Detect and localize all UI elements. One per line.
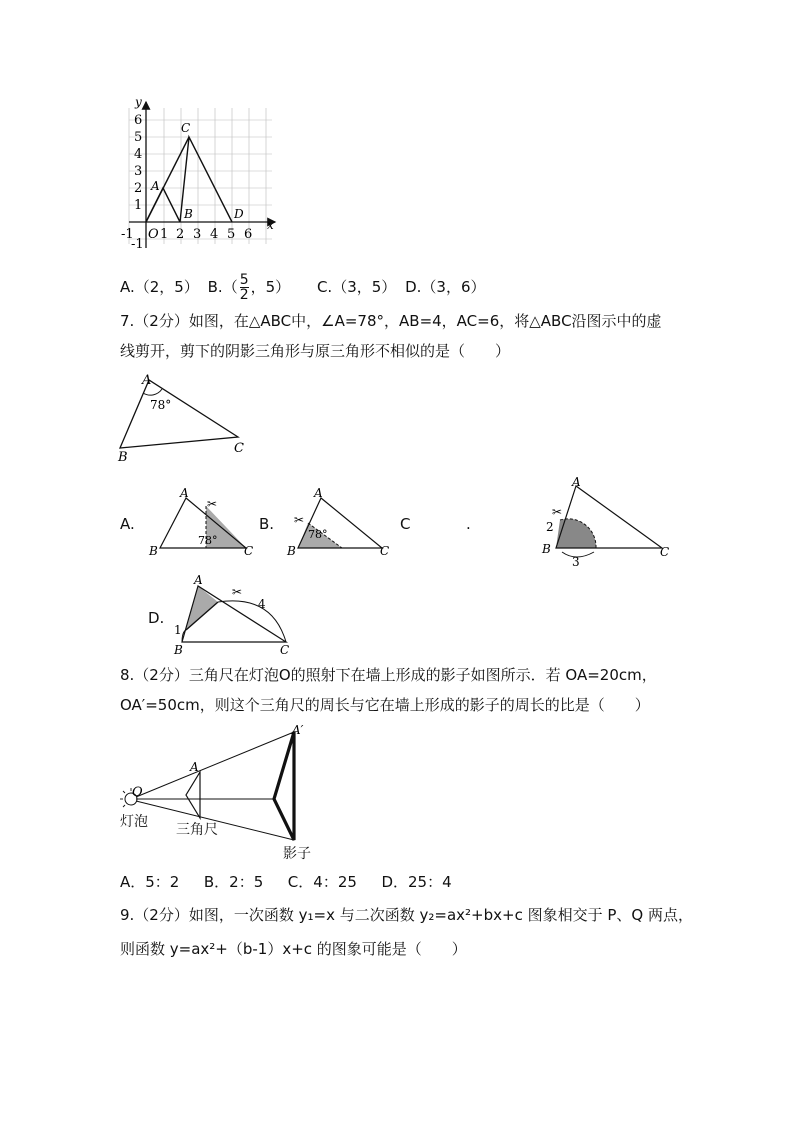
- q9-stem-line2: 则函数 y=ax²+（b-1）x+c 的图象可能是（ ）: [120, 940, 467, 958]
- q7-option-d-figure[interactable]: [172, 572, 296, 656]
- option-b-suffix: ，5）: [250, 278, 291, 296]
- q7-option-c-dot: .: [466, 515, 471, 533]
- angle-label: 78°: [308, 528, 328, 541]
- angle-a-value: 78°: [150, 398, 172, 412]
- point-a-label: A: [190, 760, 199, 774]
- bulb-label: 灯泡: [120, 814, 148, 830]
- q6-options: [120, 273, 485, 302]
- q8-stem-line1: 8.（2分）三角尺在灯泡O的照射下在墙上形成的影子如图所示．若 OA=20cm，: [120, 666, 657, 684]
- angle-a-arc: [143, 389, 162, 395]
- option-b-prefix: B.（: [207, 278, 238, 296]
- vertex-a-label: A: [194, 573, 203, 587]
- angle-label: 78°: [198, 534, 218, 547]
- vertex-b-label: B: [287, 544, 296, 558]
- triangle-shadow: [274, 732, 294, 840]
- shaded-triangle: [186, 586, 218, 630]
- q7-option-d-label[interactable]: D.: [148, 609, 165, 627]
- side-label-3: 3: [572, 555, 580, 568]
- y-tick: 3: [134, 164, 143, 179]
- point-o-label: O: [132, 785, 143, 800]
- scissors-icon: ✂: [207, 497, 218, 511]
- x-tick: 6: [244, 227, 253, 242]
- option-b[interactable]: [207, 272, 291, 303]
- option-d[interactable]: D.（3，6）: [405, 278, 486, 296]
- ruler-label: 三角尺: [176, 822, 218, 838]
- vertex-a-label: A: [142, 373, 152, 388]
- vertex-b-label: B: [118, 450, 128, 464]
- option-a[interactable]: A.（2，5）: [120, 278, 199, 296]
- x-tick: 4: [210, 227, 219, 242]
- point-b-label: B: [184, 207, 193, 221]
- y-tick: 2: [134, 181, 143, 196]
- scissors-icon: ✂: [232, 585, 243, 599]
- point-a-label: A: [151, 179, 160, 193]
- point-c-label: C: [181, 121, 191, 135]
- x-tick: -1: [121, 227, 134, 242]
- option-c[interactable]: C.（3，5）: [316, 278, 397, 296]
- q7-main-triangle-figure: [112, 372, 257, 464]
- q7-stem-line1: 7.（2分）如图，在△ABC中，∠A=78°，AB=4，AC=6，将△ABC沿图示中的虚: [120, 312, 662, 330]
- y-tick: 6: [134, 113, 143, 128]
- q7-option-b-label[interactable]: B.: [259, 515, 275, 533]
- side-label-4: 4: [258, 597, 266, 611]
- scissors-icon: ✂: [294, 513, 305, 527]
- vertex-c-label: C: [244, 544, 254, 558]
- q7-option-a-label[interactable]: A.: [120, 515, 135, 533]
- q7-option-c-figure[interactable]: [538, 476, 676, 568]
- vertex-c-label: C: [380, 544, 390, 558]
- y-tick: 4: [134, 147, 143, 162]
- x-tick: 5: [227, 227, 236, 242]
- vertex-b-label: B: [149, 544, 158, 558]
- fraction-five-halves: [240, 273, 249, 302]
- shadow-label: 影子: [283, 846, 311, 862]
- triangle-abc: [120, 380, 238, 448]
- q7-option-a-figure[interactable]: [146, 486, 262, 558]
- q6-coordinate-graph: [112, 96, 284, 258]
- vertex-c-label: C: [280, 643, 290, 656]
- fraction-denominator: 2: [239, 287, 249, 303]
- q8-options[interactable]: A．5：2 B．2：5 C．4：25 D．25：4: [120, 873, 452, 891]
- shaded-sector: [556, 519, 596, 548]
- q8-stem-line2: OA′=50cm，则这个三角尺的周长与它在墙上形成的影子的周长的比是（ ）: [120, 696, 650, 714]
- vertex-b-label: B: [542, 542, 551, 556]
- vertex-b-label: B: [174, 643, 183, 656]
- x-tick: 1: [160, 227, 169, 242]
- side-label-1: 1: [174, 623, 182, 637]
- vertex-a-label: A: [572, 476, 581, 489]
- y-tick: 1: [134, 198, 143, 213]
- x-tick: 2: [176, 227, 185, 242]
- point-a-prime-label: A′: [292, 723, 304, 737]
- triangle-ruler: [186, 772, 200, 818]
- y-axis-label: y: [135, 96, 142, 109]
- point-d-label: D: [234, 207, 244, 221]
- y-tick: -1: [131, 237, 144, 252]
- side-label-2: 2: [546, 520, 554, 534]
- q7-stem-line2: 线剪开，剪下的阴影三角形与原三角形不相似的是（ ）: [120, 342, 511, 360]
- y-tick: 5: [134, 130, 143, 145]
- x-tick-origin: O: [148, 227, 159, 242]
- q7-option-c-label[interactable]: C: [400, 515, 411, 533]
- vertex-c-label: C: [660, 545, 670, 559]
- q7-option-b-figure[interactable]: [284, 486, 396, 558]
- scissors-icon: ✂: [552, 505, 563, 519]
- vertex-a-label: A: [314, 486, 323, 500]
- x-tick: 3: [193, 227, 202, 242]
- fraction-numerator: 5: [239, 272, 249, 288]
- vertex-c-label: C: [234, 441, 244, 456]
- vertex-a-label: A: [180, 486, 189, 500]
- x-axis-label: x: [267, 218, 274, 232]
- grid: [129, 108, 272, 244]
- q9-stem-line1: 9.（2分）如图，一次函数 y₁=x 与二次函数 y₂=ax²+bx+c 图象相交于 P、Q 两点，: [120, 906, 693, 924]
